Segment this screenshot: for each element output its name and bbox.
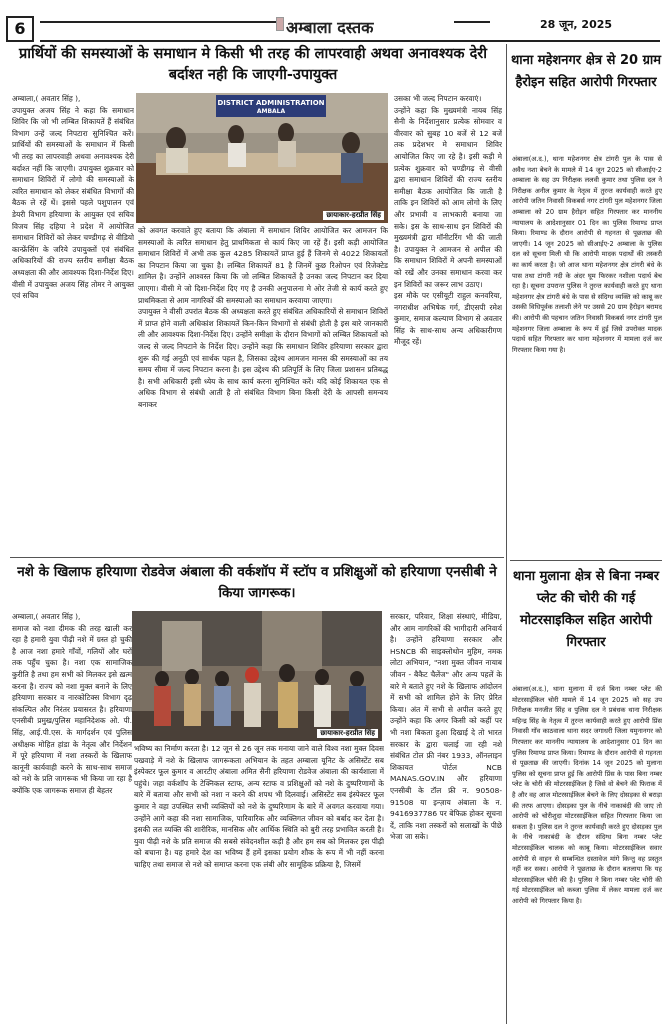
page-number: 6 [6, 16, 34, 42]
article1-headline: प्रार्थियों की समस्याओं के समाधान मे किसी भी तरह की लापरवाही अथवा अनावश्यक देरी बर्दाश्त नही कि जाएगी-उपायुक्त [19, 46, 487, 83]
masthead-logo-icon [276, 17, 284, 31]
photo-banner-line1: DISTRICT ADMINISTRATION [217, 99, 325, 107]
article3-body: अंबाला(अ.द.), थाना महेशनगर क्षेत्र टांगरी पुल के पास से अवैध नशा बेचने के मामले में 14 जून 2025 को सीआईए-2 अम्बाला के सह उप निरीक्षक ललवी कुमार तथा पुलिस दल ने निरीक्षक अनील कुमार के नेतृत्व में तुरन्त कार्यवाही करते हुए आरोपी जतिन निवासी विकबर्स नगर टांगरी पुल महेशनगर जिला अम्बाला को 20 ग्राम हैरोइन सहित गिरफ्तार कर माननीय न्यायालय के आदेशानुसार 01 दिन का पुलिस रिमाण्ड प्राप्त किया। रिमाण्ड के दौरान आरोपी से गहनता से पूछताछ की जाएगी। 14 जून 2025 को सीआईए-2 अम्बाला के पुलिस दल को सूचना मिली थी कि आरोपी मादक पदार्थों की तस्करी का कार्य करता है। जो आज थाना महेशनगर क्षेत्र टांगरी बंधे के पास तथा टांगरी नदी के अंदर घूम फिरकर नशीला पदार्थ बेच रहा है। सूचना उपरान्त पुलिस ने तुरन्त कार्यवाही करते हुए थाना महेशनगर क्षेत्र टांगरी बंधे के पास से संदिग्ध व्यक्ति को काबू कर उसकी विधिपूर्वक तलाशी लेने पर उससे 20 ग्राम हैरोइन बरामद की। आरोपी की पहचान जतिन निवासी विकबर्स नगर टांगरी पुल महेशनगर जिला अम्बाला के रूप में हुई जिसे उपरोक्त मादक पदार्थ सहित गिरफ्तार कर थाना महेशनगर में मामला दर्ज कर गिरफ्तार किया गया है। [512, 155, 662, 354]
right-column-divider [510, 560, 662, 561]
photo-caption-2: छायाकार-हरप्रीत सिंह [317, 729, 378, 738]
article1-col3: उसका भी जल्द निपटान करवाएं। उन्होंने कहा कि मुख्यमंत्री नायब सिंह सैनी के निर्देशानुसार प्रत्येक सोमवार व वीरवार को सुबह 10 बजें से 12 बजें तक प्रदेशभर मे समाधान शिविर आयोजित किए जा रहे है। इसी कड़ी मे प्रत्येक शुक्रवार को चण्डीगढ़ से वीसी द्वारा समाधान शिविरों की राज्य स्तरीय समीक्षा बैठक आयोजित कि जाती है ताकि इन शिविरों को आम लोगो के लिए और प्रभावी व लाभकारी बनाया जा सके। इस के साथ-साथ इन शिविरों की मुख्यमंत्री द्वारा मॉनीटरिंग भी की जाती है। उपायुक्त ने आमजन से अपील की कि समाधान शिविरों मे अपनी समस्याओं को रखें और उनका समाधान करवा कर इन शिविरों का जरूर लाभ उठाए। इस मौके पर एसीयूटी राहुल कनवरिया, नगराधीश अभिषेक गर्ग, डीएसपी रमेश कुमार, समाज कल्याण विभाग से अवतार सिंह के साथ-साथ अन्य अधिकारीगण मौजूद रहें। [394, 94, 502, 347]
article1-col2: को अवगत करवाते हुए बताया कि अंबाला में समाधान शिविर आयोजित कर आमजन कि समस्याओं के त्वरित समाधान हेतु प्राथमिकता से कार्य किए जा रहें हैं। इसी कड़ी आयोजित समाधान शिविरों में अभी तक कुल 4285 शिकायतें प्राप्त हुई हैं जिनमे से 4022 शिकायतों का निपटान किया जा चुका है। लम्बित शिकायतें 81 है जिनमें कुछ रिओपन एवं रिजेक्टेड शामिल है। उन्होंने आश्वस्त किया कि जो लम्बित शिकायतें है उनका जल्द निपटान कर दिया जाएगा। वीसी मे जो दिशा-निर्देश दिए गए है उनकी अनुपालना मे ओर तेजी से कार्य करते हुए प्राथमिकता से आम नागरिकों की समस्याओ का समाधान करवाया जाएगा। उपायुक्त ने वीसी उपरांत बैठक की अध्यक्षता करते हुए संबंधित अधिकारियों से समाधान शिविरों में प्राप्त होने वाली अधिकांश शिकायतें किन-किन विभागों से संबंधी होती है इस बारे जानकारी ली और आवश्यक दिशा-निर्देश दिए। उन्होंने समीक्षा के दौरान विभागों को लम्बित शिकायतों को जल्द से जल्द निपटाने के निर्देश दिए। उन्होंने कहा कि समाधान शिविर हरियाणा सरकार द्वारा शुरू की गई अनूठी एवं सार्थक पहल है, जिसका उद्देश्य आमजन मानस की समस्याओं का तय समय सीमा में जल्द निपटान करना है। इस उद्देश्य की प्रतिपूर्ति के लिए जिला प्रशासन प्रतिबद्ध है। सभी अधिकारी इसी ध्येय के साथ कार्य करना सुनिश्चित करें। यदि कोई शिकायत एक से अधिक विभाग से संबंधी आती है तो संबंधित विभाग बिना किसी देरी के आपसी समन्वय बनाकर [138, 226, 388, 409]
article2-col2: भविष्य का निर्माण करता है। 12 जून से 26 जून तक मनाया जाने वाले विश्व नशा मुक्त दिवस पखवाड़े में नशे के खिलाफ जागरूकता अभियान के तहत अम्बाला यूनिट के असिस्टेंट सब इंस्पेक्टर फूल कुमार व आरटीए अंबाला अमित सैनी हरियाणा रोडवेज अंबाला की कार्यशाला में पहुंचे। जहा वर्कशॉप के टेक्निकल स्टाफ, अन्य स्टाफ व प्रशिक्षुओं को नशे के दुष्परिणामों के बारे में बताया और सभी को नशा न करने की शपथ भी दिलवाई। असिस्टेंट सब इंस्पेक्टर फूल कुमार ने वहा उपस्थित सभी व्यक्तियों को नशे के दुष्परिणाम के बारे में अवगत करवाया गया। उन्होंने आगे कहा की नशा सामाजिक, पारिवारिक और व्यक्तिगत जीवन को बर्बाद कर देता है। इसकी लत व्यक्ति की शारीरिक, मानसिक और आर्थिक स्थिति को बुरी तरह प्रभावित करती है। युवा पीढ़ी नशे के प्रति समाज की सबसे संवेदनशील कड़ी है और हम सब को मिलकर इस पीढ़ी को बचाना है। यह हमारे देश का भविष्य हैं हमें इसका प्रयोग शौक के रूप में भी नहीं करना चाहिए तथा समाज से नशे को समाप्त करना एक लंबी और सामूहिक प्रक्रिया है, जिसमें [134, 744, 384, 869]
article2-headline: नशे के खिलाफ हरियाणा रोडवेज अंबाला की वर्कशॉप में स्टॉप व प्रशिक्षुओं को हरियाणा एनसीबी ने किया जागरूक। [17, 564, 497, 601]
photo-banner-line2: AMBALA [256, 108, 286, 115]
column-divider-right [506, 44, 507, 1024]
masthead [0, 0, 666, 46]
workshop-photo-art [132, 611, 382, 741]
article2-photo [132, 611, 382, 741]
issue-date: 28 जून, 2025 [540, 18, 613, 31]
article2-col3: सरकार, परिवार, शिक्षा संस्थाएं, मीडिया, और आम नागरिकों की भागीदारी अनिवार्य है। उन्होंने हरियाणा सरकार और HSNCB की साइक्लोथोन मुहिम, नमक लोटा अभियान, "नशा मुक्त जीवन नायाब जीवन - बैकैट चैलेंज" और अन्य पहलें के बारे मे बताते हुए नशे के खिलाफ आंदोलन में सभी को शामिल होने के लिए प्रेरित किया। अंत में सभी से अपील करते हुए उन्होंने कहा कि अगर किसी को कहीं पर भी नशा बिकता हुआ दिखाई दे तो भारत सरकार के द्वारा चलाई जा रही नशे संबंधित टोल फ्री नंबर 1933, ऑनलाइन शिकायत पोर्टल NCB MANAS.GOV.IN और हरियाणा एनसीबी के टॉल फ्री न. 90508-91508 या इन्ज़ाय अंबाला के न. 9416937786 पर बेफिक्र होकर सूचना दें, ताकि नशा तस्करों को सलाखों के पीछे भेजा जा सके। [390, 612, 502, 842]
article3-headline: थाना महेशनगर क्षेत्र से 20 ग्राम हैरोइन सहित आरोपी गिरफ्तार [510, 53, 662, 90]
article1-col1: अम्बाला,( अवतार सिंह ), उपायुक्त अजय सिंह ने कहा कि समाधान शिविर कि जो भी लम्बित शिकायतें हैं संबंधित विभाग उन्हें जल्द निपटारा सुनिश्चित करें। प्रार्थियों की समस्याओं के समाधान में किसी भी तरह का लापरवाही अथवा अनावश्यक देरी बर्दाश्त नहीं कि जाएगी। उपायुक्त शुक्रवार को समाधान शिविरों में लोगो की समस्याओं के त्वरित समाधान को लेकर संबंधित विभागों की बैठक ले रहें थें। इससे पहले पशुपालन एवं डेयरी विभाग हरियाणा के आयुक्त एवं सचिव विजय सिंह दहिया ने प्रदेश में आयोजित समाधान शिविरों को लेकर चण्डीगढ़ से वीडियो कान्फ्रेंसिंग के जरिये उपायुक्तों एवं संबंधित अधिकारियों की राज्य स्तरीय समीक्षा बैठक अध्यक्षता की और आवश्यक दिशा-निर्देश दिए। वीसी में उपायुक्त अजय सिंह तोमर ने आयुक्त एवं सचिव [12, 94, 134, 301]
photo-caption: छायाकार-हरप्रीत सिंह [323, 211, 384, 220]
article2-col1: अम्बाला,( अवतार सिंह ), समाज को नशा दीमक की तरह खाली कर रहा है हमारी युवा पीढ़ी नशे में ग्रस्त हो चुकी है आज नशा हमारे गाँवों, गलियों और घरों तक पहुँच चुका है। नशा एक सामाजिक कुरीति है तथा हम सभी को मिलकर इसे ख़त्म करना है। राज्य को नशा मुक्त बनाने के लिए हरियाणा सरकार व नारकोटिक्स विभाग दृढ़ संकल्पित और निरंतर प्रयासरत है। हरियाणा एनसीबी प्रमुख/पुलिस महानिदेशक ओ. पी. सिंह, आई.पी.एस. के मार्गदर्शन एवं पुलिस अधीक्षक मोहित हांडा के नेतृत्व और निर्देशन में पूरे हरियाणा में नशा तस्करों के खिलाफ कानूनी कार्यवाही करने के साथ-साथ समाज को नशे के प्रति जागरूक भी किया जा रहा है क्योंकि एक जागरूक समाज ही बेहतर [12, 612, 132, 795]
newspaper-title: अम्बाला दस्तक [286, 18, 374, 37]
masthead-rule-left [40, 21, 276, 23]
article-divider [10, 557, 504, 558]
article4-body: अंबाला(अ.द.), थाना मुलाना में दर्ज बिना नम्बर प्लेट की मोटरसाईकिल चोरी मामले में 14 जून 2025 को सह उप निरीक्षक मनजीत सिंह व पुलिस दल ने प्रबंधक थाना निरीक्षक महिन्द्र सिंह के नेतृत्व में तुरन्त कार्यवाही करते हुए आरोपी प्रिंस निवासी गाँव काठवाला थाना सदर जगाधरी जिला यमुनानगर को गिरफ्तार कर माननीय न्यायालय के आदेशानुसार 01 दिन का पुलिस रिमाण्ड प्राप्त किया। रिमाण्ड के दौरान आरोपी से गहनता से पूछताछ की जाएगी। दिनांक 14 जून 2025 को मुलाना पुलिस को सूचना प्राप्त हुई कि आरोपी प्रिंस के पास बिना नम्बर प्लेट के चोरी की मोटरसाईकिल है जिसे वो बेचने की फिराक में है और वह आज मोटरसाईकिल बेचने के लिए दोसड़का से बराड़ा की तरफ आएगा। दोसड़का पुल के नीचे नाकाबंदी की जाए तो आरोपी को चोरीशुदा मोटरसाईकिल सहित गिरफ्तार किया जा सकता है। पुलिस दल ने तुरन्त कार्यवाही करते हुए दोसड़का पुल के नीचे नाकाबंदी के दौरान संदिग्ध बिना नम्बर प्लेट मोटरसाईकिल चालक को काबू किया। मोटरसाईकिल सवार आरोपी से वाहन से सम्बन्धित दस्तावेज मांगे किन्तु वह प्रस्तुत नहीं कर सका। आरोपी ने पूछताछ के दौरान बतलाया कि यह मोटरसाईकिल चोरी की है। पुलिस ने बिना नम्बर प्लेट चोरी की गई मोटरसाईकिल को कब्जा पुलिस में लेकर मामला दर्ज कर आरोपी को गिरफ्तार किया है। [512, 685, 662, 905]
article4-headline: थाना मुलाना क्षेत्र से बिना नम्बर प्लेट की चोरी की गई मोटरसाइकिल सहित आरोपी गिरफ्तार [512, 569, 660, 650]
masthead-rule-right [454, 21, 490, 23]
article1-photo [136, 93, 388, 223]
masthead-rule-bottom [40, 40, 660, 42]
